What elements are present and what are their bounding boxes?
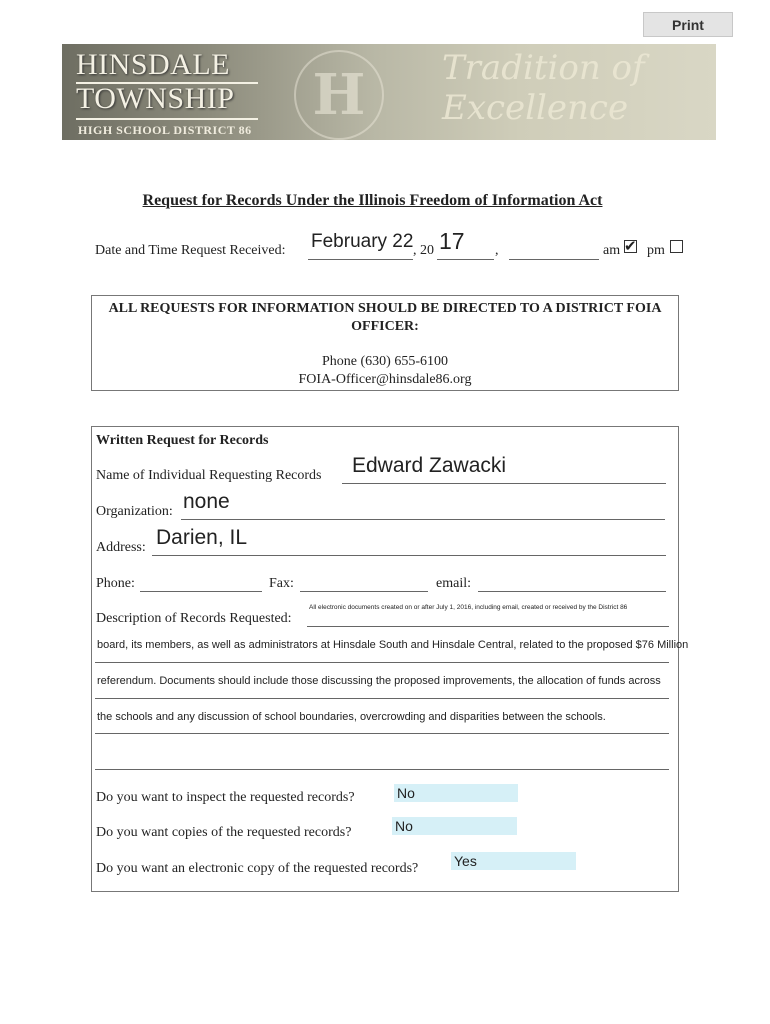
description-underline[interactable]	[95, 769, 669, 770]
organization-underline	[181, 519, 665, 520]
electronic-dropdown[interactable]: Yes	[451, 852, 576, 870]
description-underline	[307, 626, 669, 627]
description-line-2[interactable]: board, its members, as well as administrators at Hinsdale South and Hinsdale Central, related to the proposed $76 Million	[97, 639, 689, 651]
name-underline	[342, 483, 666, 484]
inspect-dropdown[interactable]: No	[394, 784, 518, 802]
electronic-question: Do you want an electronic copy of the requested records?	[96, 861, 419, 876]
year-underline	[437, 259, 494, 260]
year-field[interactable]: 17	[439, 228, 465, 254]
organization-field[interactable]: none	[183, 490, 230, 513]
logo-letter: H	[312, 62, 366, 128]
address-underline	[152, 555, 666, 556]
foia-officer-box	[91, 295, 679, 391]
year-comma: ,	[495, 243, 499, 258]
date-received-field[interactable]: February 22	[311, 231, 414, 252]
fax-field[interactable]	[300, 591, 428, 592]
address-field[interactable]: Darien, IL	[156, 526, 248, 549]
description-underline	[95, 733, 669, 734]
address-label: Address:	[96, 540, 146, 555]
description-line-4[interactable]: the schools and any discussion of school boundaries, overcrowding and disparities between the schools.	[97, 711, 606, 723]
banner-line-1: HINSDALE	[76, 48, 230, 81]
am-label: am	[603, 243, 621, 258]
description-underline	[95, 698, 669, 699]
foia-heading: ALL REQUESTS FOR INFORMATION SHOULD BE DIRECTED TO A DISTRICT FOIA OFFICER:	[108, 301, 662, 334]
description-label: Description of Records Requested:	[96, 611, 292, 626]
name-label: Name of Individual Requesting Records	[96, 468, 322, 483]
description-line-1[interactable]: All electronic documents created on or after July 1, 2016, including email, created or received by the District 86	[309, 604, 628, 611]
district-logo	[294, 50, 384, 140]
email-field[interactable]	[478, 591, 666, 592]
date-underline	[308, 259, 413, 260]
banner-tagline: Tradition of Excellence	[442, 48, 645, 128]
check-icon: ✔	[624, 237, 637, 255]
year-prefix: , 20	[413, 243, 434, 258]
pm-checkbox[interactable]	[670, 240, 683, 253]
phone-label: Phone:	[96, 576, 135, 591]
foia-email: FOIA-Officer@hinsdale86.org	[298, 372, 472, 387]
fax-label: Fax:	[269, 576, 294, 591]
description-line-3[interactable]: referendum. Documents should include those discussing the proposed improvements, the allocation of funds across	[97, 675, 661, 687]
inspect-question: Do you want to inspect the requested records?	[96, 790, 355, 805]
date-received-label: Date and Time Request Received:	[95, 243, 286, 258]
phone-field[interactable]	[140, 591, 262, 592]
foia-phone: Phone (630) 655-6100	[322, 354, 448, 369]
print-button[interactable]: Print	[643, 12, 733, 37]
name-field[interactable]: Edward Zawacki	[352, 454, 507, 477]
written-request-box	[91, 426, 679, 892]
district-banner	[62, 44, 716, 140]
time-underline[interactable]	[509, 259, 599, 260]
organization-label: Organization:	[96, 504, 173, 519]
description-underline	[95, 662, 669, 663]
pm-label: pm	[647, 243, 665, 258]
copies-dropdown[interactable]: No	[392, 817, 517, 835]
copies-question: Do you want copies of the requested records?	[96, 825, 352, 840]
banner-line-2: TOWNSHIP	[76, 82, 235, 115]
email-label: email:	[436, 576, 471, 591]
banner-rule	[76, 118, 258, 120]
written-request-heading: Written Request for Records	[96, 433, 269, 448]
banner-line-3: HIGH SCHOOL DISTRICT 86	[78, 123, 252, 137]
form-title: Request for Records Under the Illinois Freedom of Information Act	[142, 192, 603, 209]
